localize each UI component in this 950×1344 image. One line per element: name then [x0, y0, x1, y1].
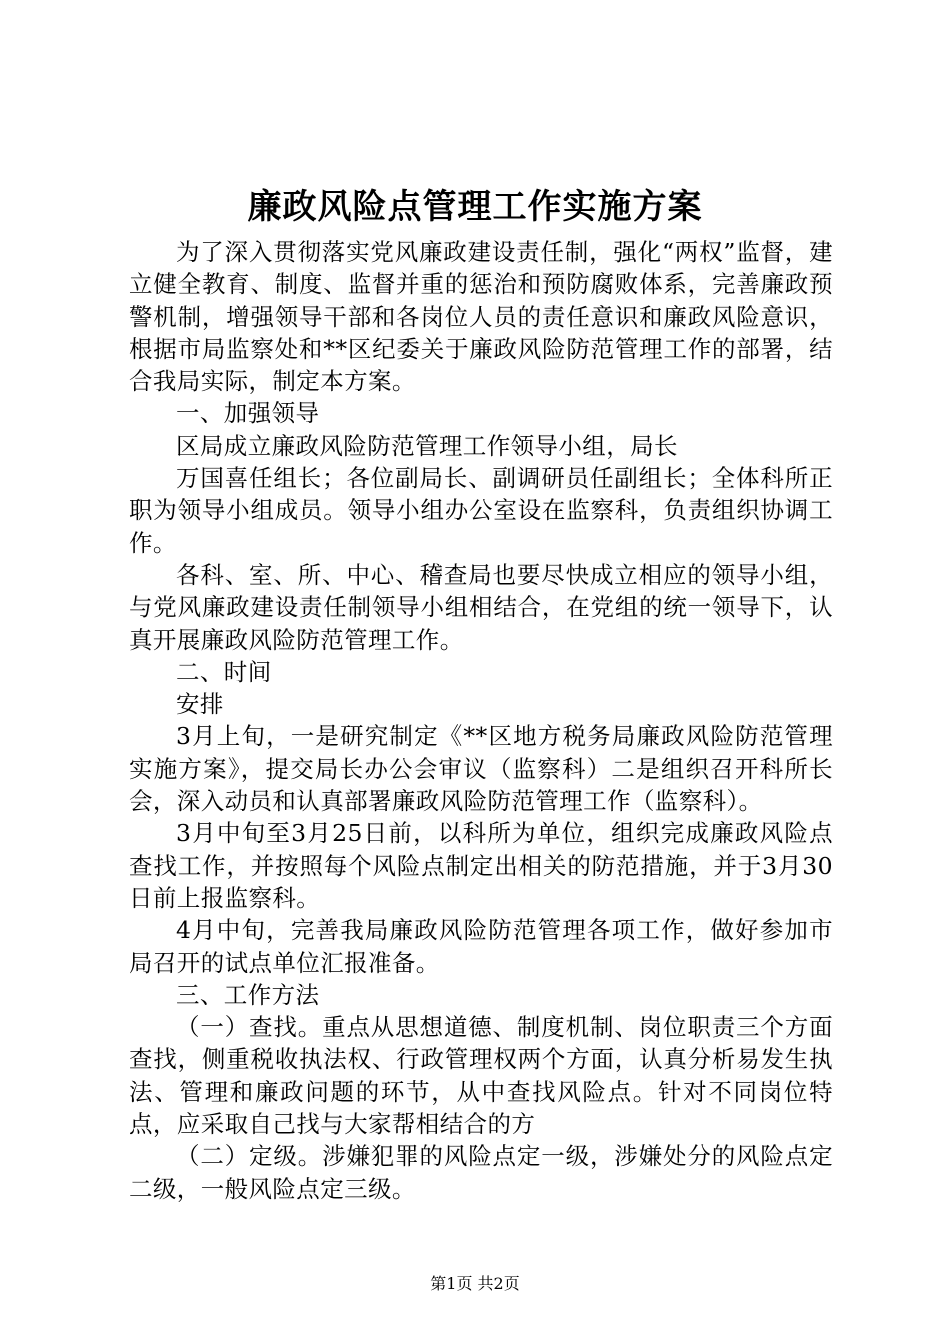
paragraph-schedule-april: 4月中旬，完善我局廉政风险防范管理各项工作，做好参加市局召开的试点单位汇报准备。 — [129, 916, 833, 977]
paragraph-method-find: （一）查找。重点从思想道德、制度机制、岗位职责三个方面查找，侧重税收执法权、行政管理权两个方面，认真分析易发生执法、管理和廉政问题的环节，从中查找风险点。针对不同岗位特点，应采取自己找与大家帮相结合的方 — [129, 1013, 833, 1139]
paragraph-schedule-march-early: 3月上旬，一是研究制定《**区地方税务局廉政风险防范管理实施方案》，提交局长办公会审议（监察科）二是组织召开科所长会，深入动员和认真部署廉政风险防范管理工作（监察科）。 — [129, 722, 833, 816]
heading-section-2: 二、时间 — [176, 657, 272, 686]
page-number: 第1页 共2页 — [430, 1274, 520, 1293]
paragraph-leadership-1: 区局成立廉政风险防范管理工作领导小组，局长 — [176, 431, 678, 460]
paragraph-method-grade: （二）定级。涉嫌犯罪的风险点定一级，涉嫌处分的风险点定二级，一般风险点定三级。 — [129, 1142, 833, 1203]
paragraph-schedule-march-mid: 3月中旬至3月25日前，以科所为单位，组织完成廉政风险点查找工作，并按照每个风险点制定出相关的防范措施，并于3月30日前上报监察科。 — [129, 819, 833, 912]
heading-section-3: 三、工作方法 — [176, 980, 320, 1009]
heading-section-1: 一、加强领导 — [176, 399, 320, 428]
document-body — [129, 236, 833, 1205]
paragraph-leadership-3: 各科、室、所、中心、稽查局也要尽快成立相应的领导小组，与党风廉政建设责任制领导小组相结合，在党组的统一领导下，认真开展廉政风险防范管理工作。 — [129, 560, 833, 654]
document-title: 廉政风险点管理工作实施方案 — [247, 187, 703, 227]
paragraph-intro: 为了深入贯彻落实党风廉政建设责任制，强化“两权”监督，建立健全教育、制度、监督并重的惩治和预防腐败体系，完善廉政预警机制，增强领导干部和各岗位人员的责任意识和廉政风险意识，根据市局监察处和**区纪委关于廉政风险防范管理工作的部署，结合我局实际，制定本方案。 — [129, 238, 833, 396]
heading-section-2-cont: 安排 — [176, 690, 224, 719]
paragraph-leadership-2: 万国喜任组长；各位副局长、副调研员任副组长；全体科所正职为领导小组成员。领导小组办公室设在监察科，负责组织协调工作。 — [129, 464, 833, 557]
